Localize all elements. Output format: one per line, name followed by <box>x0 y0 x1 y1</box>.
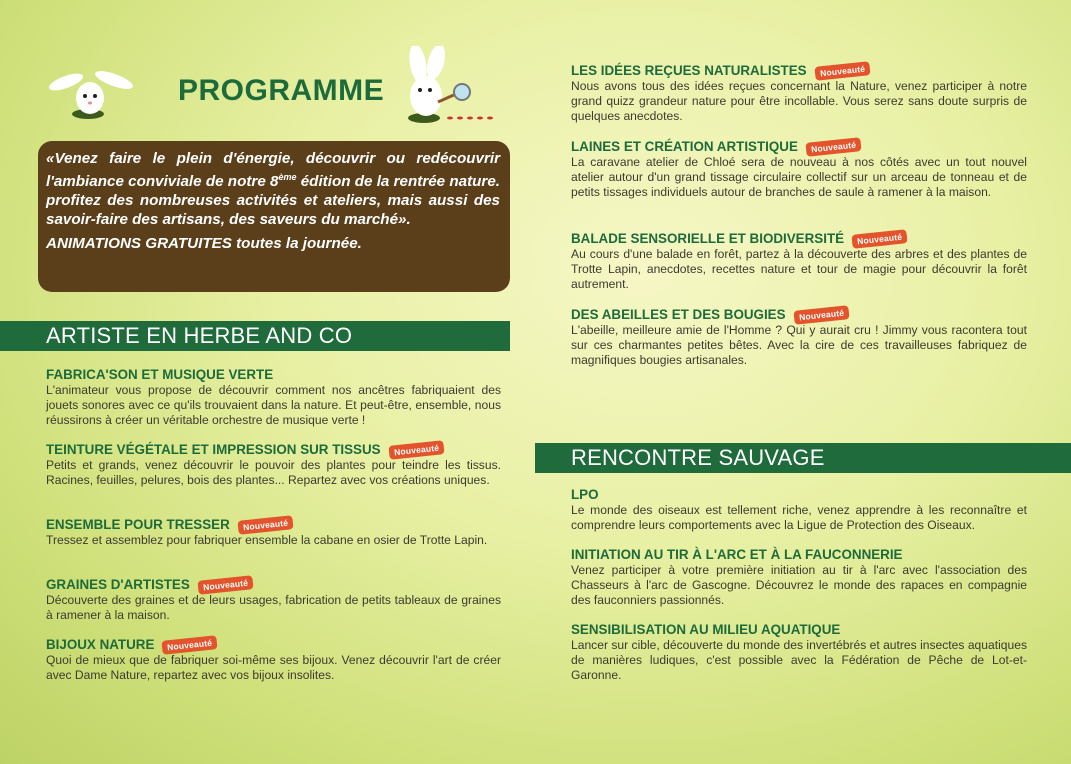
bunny-illustration-left <box>48 62 138 122</box>
activity-description: L'animateur vous propose de découvrir comment nos ancêtres fabriquaient des jouets sonores avec ce qu'ils trouvaient dans la nature. Et peut-être, ensemble, nous réussirons à créer un véritable orchestre de musique verte ! <box>46 383 501 427</box>
activity-title-text: LAINES ET CRÉATION ARTISTIQUE <box>571 139 798 154</box>
activity-description: Le monde des oiseaux est tellement riche, venez apprendre à les reconnaître et comprendre leurs comportements avec la Ligue de Protection des Oiseaux. <box>571 503 1027 532</box>
quote-text-part1: «Venez faire le plein d'énergie, découvrir ou redécouvrir l'ambiance conviviale de notre 8 <box>46 150 500 191</box>
bunny-magnifier-illustration <box>398 46 498 128</box>
new-badge: Nouveauté <box>237 515 293 535</box>
activity-description: Venez participer à votre première initiation au tir à l'arc avec l'association des Chasseurs à l'arc de Gascogne. Découvrez le monde des rapaces en compagnie des fauconniers passionnés. <box>571 563 1027 607</box>
activity-title <box>571 62 1027 79</box>
new-badge: Nouveauté <box>162 635 218 655</box>
activity-description: Au cours d'une balade en forêt, partez à la découverte des arbres et des plantes de Trotte Lapin, anecdotes, recettes nature et tour de magie pour découvrir la forêt autrement. <box>571 247 1027 291</box>
activity-title-text: INITIATION AU TIR À L'ARC ET À LA FAUCONNERIE <box>571 547 903 562</box>
activity-item <box>571 138 1027 200</box>
activity-item <box>571 621 1027 683</box>
activity-description: La caravane atelier de Chloé sera de nouveau à nos côtés avec un tout nouvel atelier autour d'un grand tissage circulaire collectif sur un arceau de tonneau et de petits tissages individuels autour de branches de saule à ramener à la maison. <box>571 155 1027 199</box>
activity-description: Quoi de mieux que de fabriquer soi-même ses bijoux. Venez découvrir l'art de créer avec Dame Nature, repartez avec vos bijoux insolites. <box>46 653 501 682</box>
activity-title <box>571 486 1027 503</box>
activity-title <box>46 516 501 533</box>
activity-title <box>571 230 1027 247</box>
intro-quote <box>46 149 500 229</box>
activity-title-text: SENSIBILISATION AU MILIEU AQUATIQUE <box>571 622 841 637</box>
activity-item <box>46 516 501 548</box>
activity-description: Lancer sur cible, découverte du monde des invertébrés et autres insectes aquatiques de manières ludiques, c'est possible avec la Fédération de Pêche de Lot-et-Garonne. <box>571 638 1027 682</box>
new-badge: Nouveauté <box>793 305 849 325</box>
activity-title-text: TEINTURE VÉGÉTALE ET IMPRESSION SUR TISSUS <box>46 442 381 457</box>
activity-title <box>46 576 501 593</box>
activity-title-text: LES IDÉES REÇUES NATURALISTES <box>571 63 807 78</box>
new-badge: Nouveauté <box>197 575 253 595</box>
activity-title-text: BIJOUX NATURE <box>46 637 155 652</box>
activity-title-text: LPO <box>571 487 599 502</box>
activity-item <box>571 230 1027 292</box>
activity-title-text: ENSEMBLE POUR TRESSER <box>46 517 230 532</box>
activity-title-text: FABRICA'SON ET MUSIQUE VERTE <box>46 367 274 382</box>
new-badge: Nouveauté <box>851 229 907 249</box>
activity-title <box>571 306 1027 323</box>
page-title: PROGRAMME <box>178 74 385 107</box>
quote-superscript: ème <box>278 172 297 182</box>
activity-title <box>46 636 501 653</box>
activity-item <box>46 366 501 428</box>
activity-title-text: DES ABEILLES ET DES BOUGIES <box>571 307 786 322</box>
activity-title <box>571 138 1027 155</box>
activity-item <box>46 636 501 683</box>
activity-title <box>571 546 1027 563</box>
new-badge: Nouveauté <box>388 440 444 460</box>
new-badge: Nouveauté <box>805 137 861 157</box>
quote-text-part2: édition de la rentrée nature. profitez des nombreuses activités et ateliers, mais aussi des savoir-faire des artisans, des saveurs du marché». <box>46 173 500 229</box>
activity-description: Tressez et assemblez pour fabriquer ensemble la cabane en osier de Trotte Lapin. <box>46 533 488 547</box>
new-badge: Nouveauté <box>814 61 870 81</box>
activity-description: Découverte des graines et de leurs usages, fabrication de petits tableaux de graines à ramener à la maison. <box>46 593 501 622</box>
activity-item <box>46 441 501 488</box>
free-animations-note: ANIMATIONS GRATUITES toutes la journée. <box>46 235 362 253</box>
activity-item <box>571 546 1027 608</box>
activity-description: Petits et grands, venez découvrir le pouvoir des plantes pour teindre les tissus. Racines, feuilles, pelures, bois des plantes... Repartez avec vos créations uniques. <box>46 458 501 487</box>
activity-description: L'abeille, meilleure amie de l'Homme ? Qui y aurait cru ! Jimmy vous racontera tout sur ces charmantes petites bêtes. Avec la cire de ces travailleuses fabriquez de magnifiques bougies artisanales. <box>571 323 1027 367</box>
activity-item <box>571 62 1027 124</box>
section-header-rencontre: RENCONTRE SAUVAGE <box>535 443 1071 473</box>
activity-title-text: GRAINES D'ARTISTES <box>46 577 190 592</box>
intro-quote-box <box>38 141 510 292</box>
section-header-artiste: ARTISTE EN HERBE AND CO <box>0 321 510 351</box>
activity-title-text: BALADE SENSORIELLE ET BIODIVERSITÉ <box>571 231 845 246</box>
activity-title <box>46 441 501 458</box>
activity-title <box>571 621 1027 638</box>
activity-item <box>46 576 501 623</box>
activity-item <box>571 306 1027 368</box>
activity-item <box>571 486 1027 533</box>
activity-description: Nous avons tous des idées reçues concernant la Nature, venez participer à notre grand quizz grandeur nature pour être incollable. Vous serez sans doute surpris de quelques anecdotes. <box>571 79 1027 123</box>
activity-title <box>46 366 501 383</box>
